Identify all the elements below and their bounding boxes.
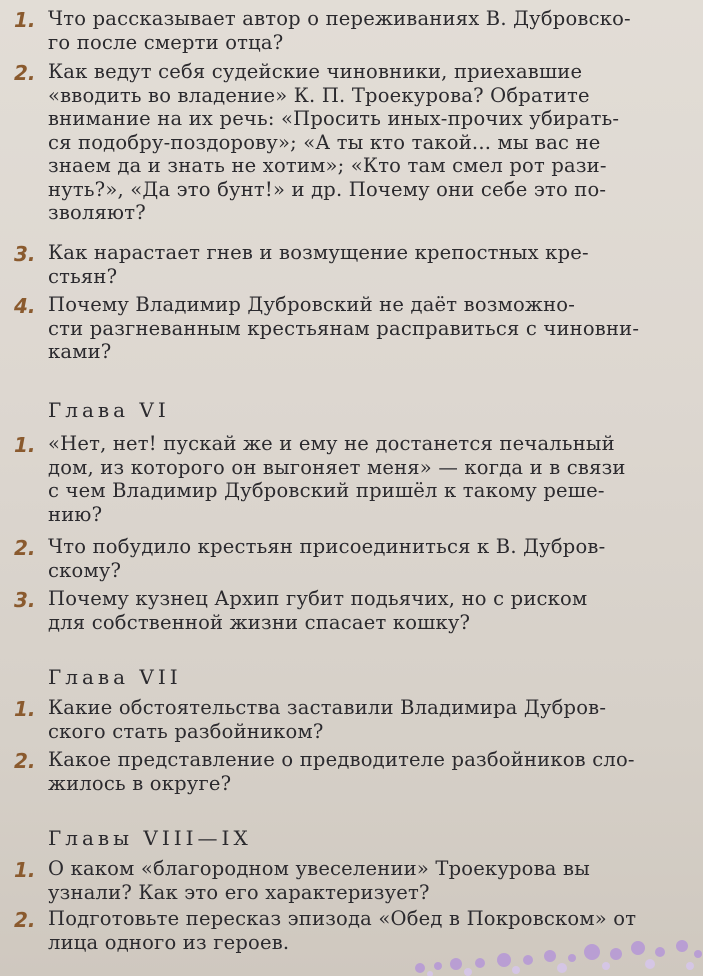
question-text: Что побудило крестьян присоединиться к В. Дубров- скому? — [48, 535, 606, 582]
question-number: 3. — [14, 242, 36, 266]
chapter-heading: Глава VI — [48, 398, 170, 422]
question-text: Какое представление о предводителе разбойников сло- жилось в округе? — [48, 748, 635, 795]
question-text: Почему кузнец Архип губит подьячих, но с риском для собственной жизни спасает кошку? — [48, 587, 588, 634]
question-text: Что рассказывает автор о переживаниях В. Дубровско- го после смерти отца? — [48, 7, 631, 54]
question-number: 1. — [14, 8, 36, 32]
question-text: «Нет, нет! пускай же и ему не достанется печальный дом, из которого он выгоняет меня» — когда и в связи с чем Владимир Дубровский пришёл к такому реше- нию? — [48, 432, 626, 526]
chapter-heading: Главы VIII—IX — [48, 826, 252, 850]
question-number: 2. — [14, 908, 36, 932]
question-number: 2. — [14, 61, 36, 85]
question-text: Почему Владимир Дубровский не даёт возможно- сти разгневанным крестьянам расправиться с чиновни- ками? — [48, 293, 640, 363]
decorative-dots-ornament — [400, 930, 703, 976]
question-number: 3. — [14, 588, 36, 612]
question-text: Как ведут себя судейские чиновники, приехавшие «вводить во владение» К. П. Троекурова? Обратите внимание на их речь: «Просить иных-прочих убирать- ся подобру-поздорову»; «А ты кто такой... мы вас не знаем да и знать не хотим»; «Кто там смел рот рази- нуть?», «Да это бунт!» и др. Почему они себе это по- зволяют? — [48, 60, 620, 224]
question-text: Как нарастает гнев и возмущение крепостных кре- стьян? — [48, 241, 589, 288]
question-number: 4. — [14, 294, 36, 318]
question-text: Подготовьте пересказ эпизода «Обед в Покровском» от лица одного из героев. — [48, 907, 637, 954]
question-number: 1. — [14, 433, 36, 457]
question-number: 2. — [14, 536, 36, 560]
question-number: 1. — [14, 858, 36, 882]
question-text: Какие обстоятельства заставили Владимира Дубров- ского стать разбойником? — [48, 696, 607, 743]
question-number: 2. — [14, 749, 36, 773]
question-number: 1. — [14, 697, 36, 721]
chapter-heading: Глава VII — [48, 665, 182, 689]
question-text: О каком «благородном увеселении» Троекурова вы узнали? Как это его характеризует? — [48, 857, 590, 904]
